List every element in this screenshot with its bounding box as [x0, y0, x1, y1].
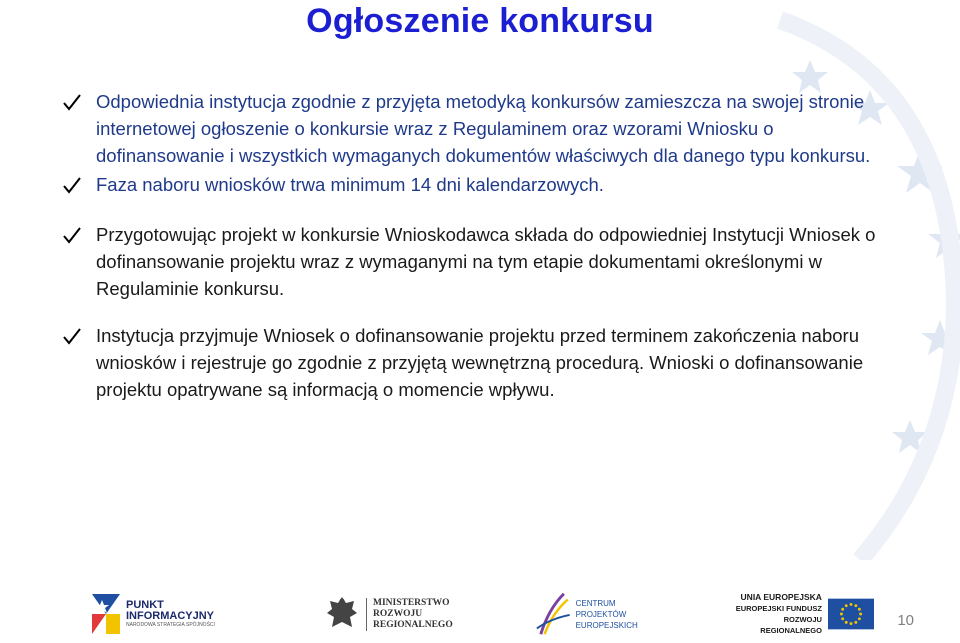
punkt-line1: PUNKT: [126, 598, 164, 611]
checkmark-icon: [62, 175, 82, 195]
page-number: 10: [897, 612, 914, 629]
unia-europejska-logo: [724, 585, 874, 643]
checkmark-icon: [62, 92, 82, 112]
centrum-projektow-logo: [535, 585, 665, 643]
list-item: [62, 88, 882, 169]
bullet-text: Instytucja przyjmuje Wniosek o dofinansowanie projektu przed terminem zakończenia naboru wniosków i rejestruje go zgodnie z przyjętą wewnętrzną procedurą. Wnioski o dofinansowanie projektu opatrywane są informacją o momencie wpływu.: [96, 325, 864, 400]
eagle-emblem-icon: [326, 595, 358, 633]
ue-line2: EUROPEJSKI FUNDUSZ: [735, 604, 822, 613]
cpe-line2: EUROPEJSKICH: [575, 620, 638, 630]
page-title: Ogłoszenie konkursu: [306, 2, 654, 40]
ministerstwo-line1: MINISTERSTWO: [373, 597, 450, 608]
checkmark-icon: [62, 225, 82, 245]
bullet-text: Odpowiednia instytucja zgodnie z przyjęta metodyką konkursów zamieszcza na swojej stronie internetowej ogłoszenie o konkursie wraz z Regulaminem oraz wzorami Wniosku o dofinansowanie i wszystkich wymaganych dokumentów właściwych dla danego typu konkursu.: [96, 91, 871, 166]
ministerstwo-logo: [326, 585, 456, 643]
ue-line3: ROZWOJU REGIONALNEGO: [760, 615, 822, 635]
bullet-text: Faza naboru wniosków trwa minimum 14 dni kalendarzowych.: [96, 174, 604, 195]
punkt-line3: NARODOWA STRATEGIA SPÓJNOŚCI: [126, 621, 215, 628]
ministerstwo-line3: REGIONALNEGO: [373, 619, 453, 630]
list-item: [62, 221, 882, 302]
eu-flag-icon: [828, 598, 874, 630]
footer-logos: [0, 585, 960, 643]
punkt-line2: INFORMACYJNY: [126, 609, 215, 622]
ue-line1: UNIA EUROPEJSKA: [740, 592, 822, 602]
punkt-informacyjny-emblem-icon: [92, 594, 120, 634]
punkt-informacyjny-logo: [92, 585, 242, 643]
cpe-line1: CENTRUM PROJEKTÓW: [575, 598, 627, 619]
bullet-list: [62, 88, 882, 403]
list-item: [62, 171, 882, 198]
ministerstwo-line2: ROZWOJU: [373, 608, 423, 619]
list-item: [62, 322, 882, 403]
checkmark-icon: [62, 326, 82, 346]
cpe-swoosh-icon: [535, 589, 572, 639]
bullet-text: Przygotowując projekt w konkursie Wnioskodawca składa do odpowiedniej Instytucji Wniosek o dofinansowanie projektu wraz z wymaganymi na tym etapie dokumentami określonymi w Regulaminie konkursu.: [96, 224, 876, 299]
